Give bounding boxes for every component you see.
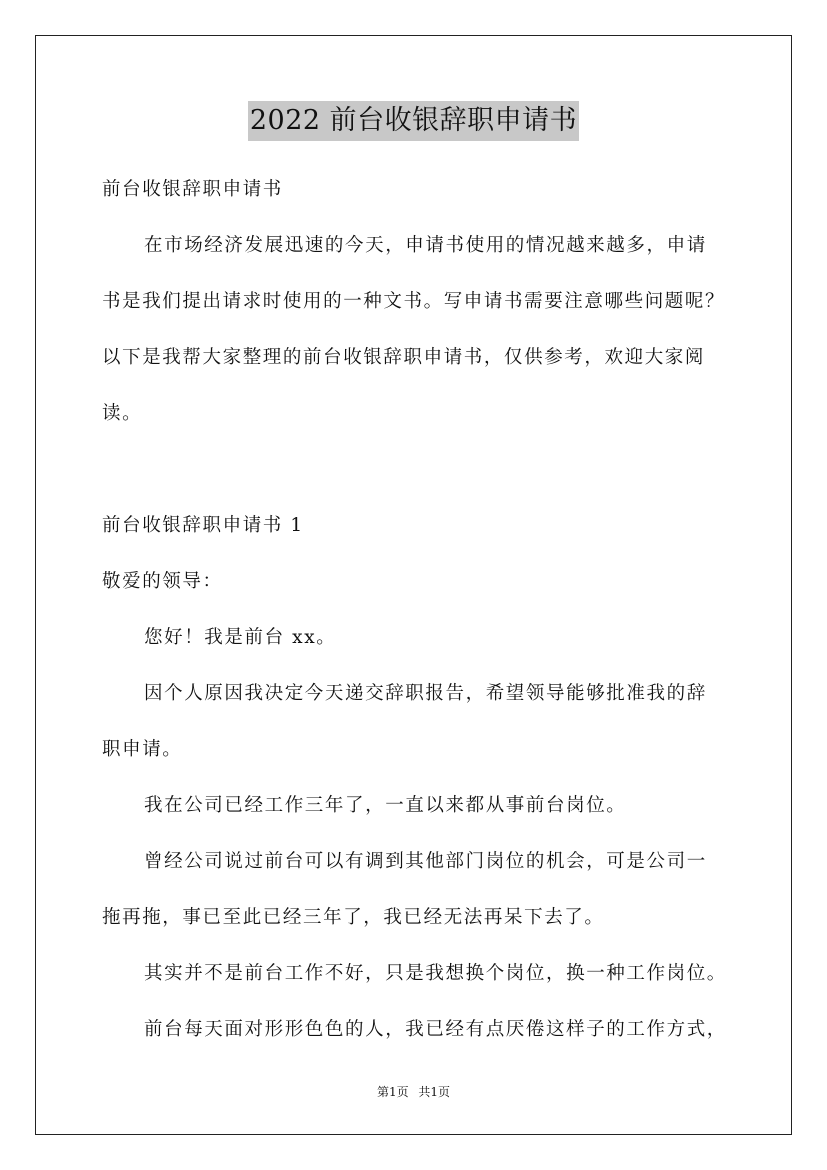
section-heading: 前台收银辞职申请书 1 [102,515,304,536]
document-body [102,162,732,1058]
intro-line: 书是我们提出请求时使用的一种文书。写申请书需要注意哪些问题呢？ [102,291,726,312]
page-number: 第1页 [376,1085,409,1099]
page-footer [0,1083,827,1100]
paragraph-gap [102,442,732,498]
letter-line: 职申请。 [102,739,183,760]
title-container [0,101,827,141]
page-total: 共1页 [418,1085,451,1099]
letter-line: 其实并不是前台工作不好，只是我想换个岗位，换一种工作岗位。 [144,963,727,984]
salutation: 敬爱的领导： [102,571,223,592]
subtitle: 前台收银辞职申请书 [102,179,283,200]
letter-line: 曾经公司说过前台可以有调到其他部门岗位的机会，可是公司一 [144,851,707,872]
intro-line: 读。 [102,403,143,424]
letter-line: 您好！我是前台 xx。 [144,627,337,648]
intro-line: 以下是我帮大家整理的前台收银辞职申请书，仅供参考，欢迎大家阅 [102,347,706,368]
letter-line: 拖再拖，事已至此已经三年了，我已经无法再呆下去了。 [102,907,605,928]
letter-line: 我在公司已经工作三年了，一直以来都从事前台岗位。 [144,795,627,816]
letter-line: 前台每天面对形形色色的人，我已经有点厌倦这样子的工作方式， [144,1019,727,1040]
intro-line: 在市场经济发展迅速的今天，申请书使用的情况越来越多，申请 [144,235,707,256]
document-title: 2022 前台收银辞职申请书 [248,101,579,141]
letter-line: 因个人原因我决定今天递交辞职报告，希望领导能够批准我的辞 [144,683,707,704]
